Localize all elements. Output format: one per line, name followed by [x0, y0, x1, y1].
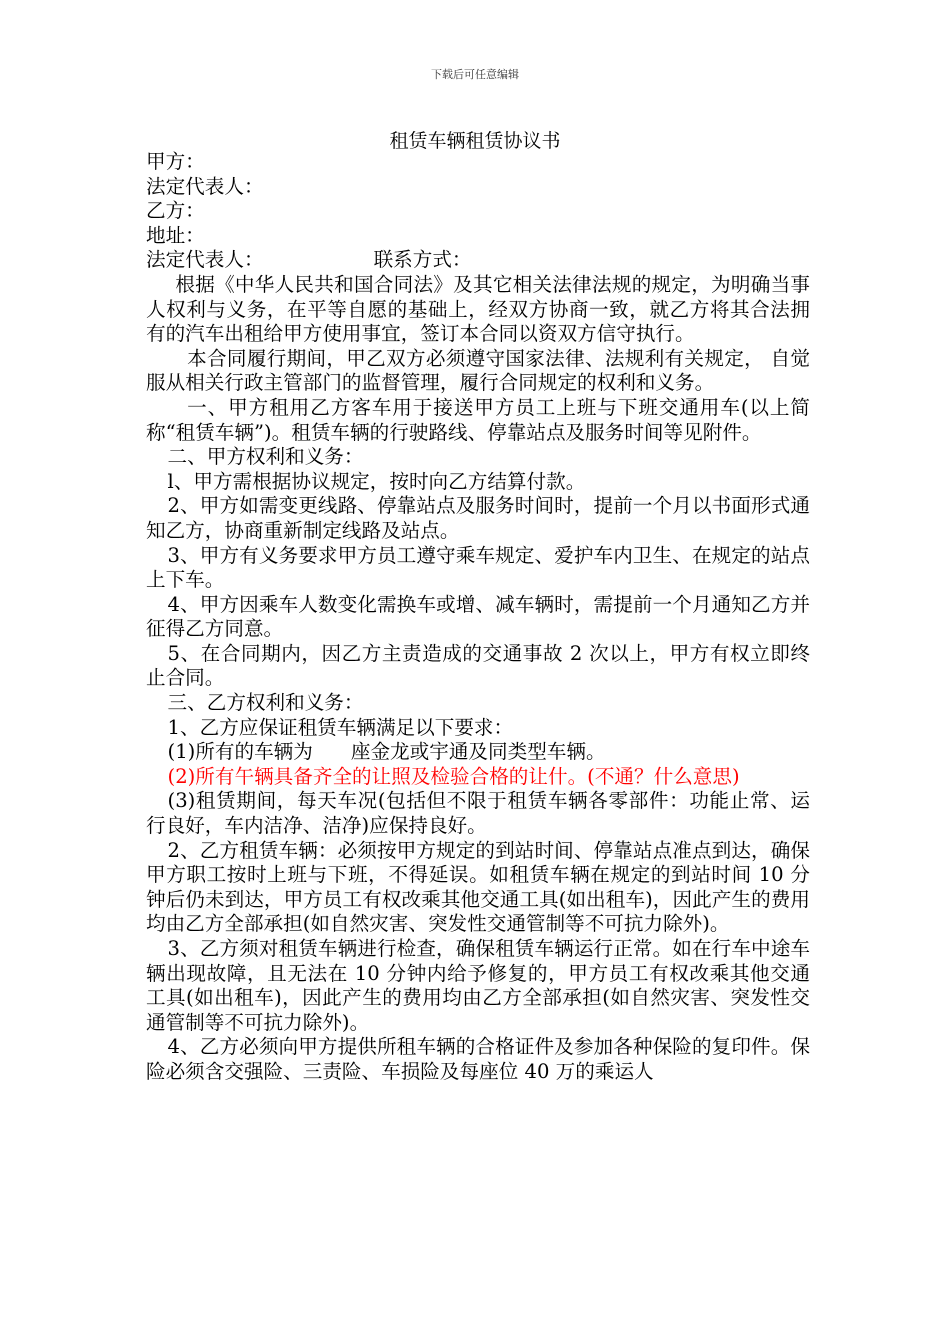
legal-rep-a-field: 法定代表人：: [146, 174, 264, 198]
address-field: 地址：: [146, 223, 205, 247]
clause-b1-3: (3)租赁期间，每天车况(包括但不限于租赁车辆各零部件：功能止常、运行良好，车内洁净、洁净)应保持良好。: [146, 789, 810, 838]
header-note: 下载后可任意编辑: [431, 68, 519, 81]
clause-b3: 3、乙方须对租赁车辆进行检查，确保租赁车辆运行正常。如在行车中途车辆出现故障，且无法在 10 分钟内给予修复的，甲方员工有权改乘其他交通工具(如出租车)，因此产生的费用均由乙方全部承担(如自然灾害、突发性交通管制等不可抗力除外)。: [146, 937, 810, 1034]
contact-field: 联系方式：: [373, 248, 472, 272]
clause-b1-2-highlighted: (2)所有午辆具备齐全的让照及检验合格的让什。(不通？什么意思): [167, 764, 740, 788]
legal-rep-b-line: [146, 248, 810, 273]
document-title: 租赁车辆租赁协议书: [389, 130, 561, 152]
intro-paragraph: 根据《中华人民共和国合同法》及其它相关法律法规的规定，为明确当事人权利与义务，在平等自愿的基础上，经双方协商一致，就乙方将其合法拥有的汽车出租给甲方使用事宜，签订本合同以资双方信守执行。: [146, 272, 810, 346]
clause-a4: 4、甲方因乘车人数变化需换车或增、减车辆时，需提前一个月通知乙方并征得乙方同意。: [146, 592, 810, 641]
legal-rep-b-field: 法定代表人：: [146, 248, 264, 272]
clause-b1-1-post: 座金龙或宇通及同类型车辆。: [350, 740, 606, 764]
clause-b2: 2、乙方租赁车辆：必须按甲方规定的到站时间、停靠站点准点到达，确保甲方职工按时上班与下班，不得延误。如租赁车辆在规定的到站时间 10 分钟后仍未到达，甲方员工有权改乘其他交通工具(如出租车)，因此产生的费用均由乙方全部承担(如自然灾害、突发性交通管制等不可抗力除外)。: [146, 838, 810, 936]
clause-a5: 5、在合同期内，因乙方主责造成的交通事故 2 次以上，甲方有权立即终止合同。: [146, 641, 810, 690]
compliance-paragraph: 本合同履行期间，甲乙双方必须遵守国家法律、法规利有关规定， 自觉服从相关行政主管部门的监督管理，履行合同规定的权利和义务。: [146, 346, 810, 395]
clause-1: 一、甲方租用乙方客车用于接送甲方员工上班与下班交通用车(以上简称“租赁车辆”)。租赁车辆的行驶路线、停靠站点及服务时间等见附件。: [146, 395, 810, 444]
clause-a2: 2、甲方如需变更线路、停靠站点及服务时间时，提前一个月以书面形式通知乙方，协商重新制定线路及站点。: [146, 494, 810, 542]
section-2-title: 二、甲方权利和义务：: [167, 445, 364, 469]
clause-a3: 3、甲方有义务要求甲方员工遵守乘车规定、爱护车内卫生、在规定的站点上下车。: [146, 543, 810, 592]
clause-b1-1-pre: (1)所有的车辆为: [167, 740, 313, 764]
clause-b4: 4、乙方必须向甲方提供所租车辆的合格证件及参加各种保险的复印件。保险必须含交强险、三责险、车损险及每座位 40 万的乘运人: [146, 1035, 810, 1083]
document-body: [146, 150, 810, 1085]
clause-a1: l、甲方需根据协议规定，按时向乙方结算付款。: [167, 469, 586, 493]
party-b-field: 乙方：: [146, 199, 205, 223]
clause-b1: 1、乙方应保证租赁车辆满足以下要求：: [167, 715, 514, 739]
section-3-title: 三、乙方权利和义务：: [167, 691, 364, 715]
clause-b1-1: [146, 740, 810, 765]
party-a-field: 甲方：: [146, 150, 205, 173]
